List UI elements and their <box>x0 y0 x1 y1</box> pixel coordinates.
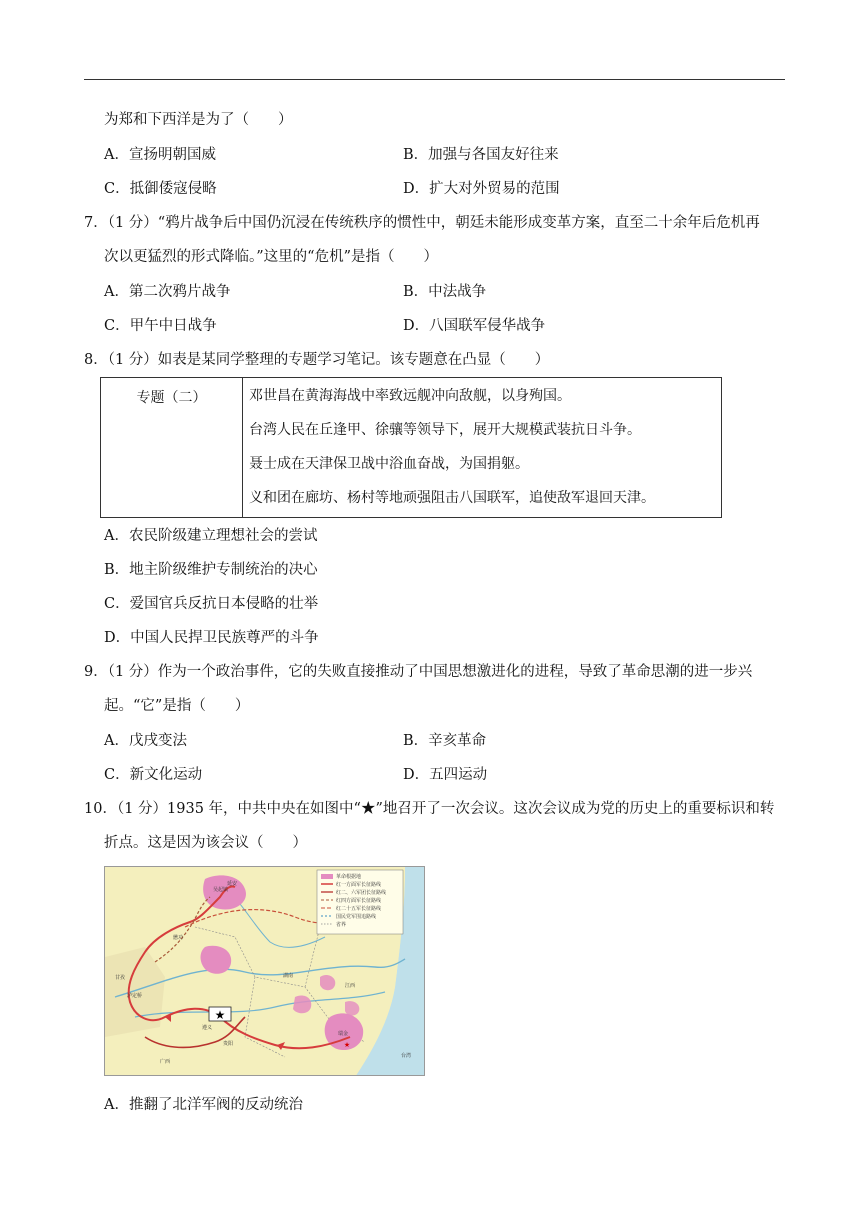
legend-label: 革命根据地 <box>336 874 362 880</box>
table-item: 邓世昌在黄海海战中率致远舰冲向敌舰，以身殉国。 <box>249 388 571 404</box>
q7-option-b[interactable]: B．中法战争 <box>403 284 487 300</box>
header-rule <box>84 79 785 80</box>
q6-option-c[interactable]: C．抵御倭寇侵略 <box>104 181 217 197</box>
map-graphic <box>105 867 425 1076</box>
q10-option-a[interactable]: A．推翻了北洋军阀的反动统治 <box>104 1097 303 1113</box>
place-label: 遵义 <box>202 1025 213 1031</box>
place-label: 延安 <box>227 881 238 887</box>
place-label: 泸定桥 <box>127 993 143 999</box>
q6-stem: 为郑和下西洋是为了（ ） <box>104 112 293 128</box>
legend-label: 红四方面军长征路线 <box>336 898 382 904</box>
legend-label: 红二十五军长征路线 <box>336 906 382 912</box>
table-topic-cell: 专题（二） <box>101 378 243 518</box>
star-icon: ★ <box>214 1008 226 1022</box>
q7-option-a[interactable]: A．第二次鸦片战争 <box>104 284 231 300</box>
q9-option-a[interactable]: A．戊戌变法 <box>104 733 187 749</box>
q6-option-b[interactable]: B．加强与各国友好往来 <box>403 147 559 163</box>
place-label: 吴起镇 <box>213 887 229 893</box>
legend-label: 省界 <box>336 922 347 928</box>
q8-option-a[interactable]: A．农民阶级建立理想社会的尝试 <box>104 528 318 544</box>
q10-stem-line1: 10．（1 分）1935 年，中共中央在如图中“★”地召开了一次会议。这次会议成为党的历史上的重要标识和转 <box>84 801 775 817</box>
place-label: 贵阳 <box>223 1041 234 1047</box>
place-label: 台湾 <box>401 1053 412 1059</box>
q6-option-d[interactable]: D．扩大对外贸易的范围 <box>403 181 560 197</box>
q7-option-d[interactable]: D．八国联军侵华战争 <box>403 318 546 334</box>
ruijin-star-icon: ★ <box>343 1041 351 1049</box>
legend-label: 国民党军围追路线 <box>336 914 377 920</box>
study-notes-table <box>100 377 722 518</box>
table-item: 聂士成在天津保卫战中浴血奋战，为国捐躯。 <box>249 456 529 472</box>
q7-stem-line1: 7．（1 分）“鸦片战争后中国仍沉浸在传统秩序的惯性中，朝廷未能形成变革方案，直至二十余年后危机再 <box>84 215 760 231</box>
q9-option-d[interactable]: D．五四运动 <box>403 767 488 783</box>
place-label: 湖南 <box>283 973 294 979</box>
q8-option-c[interactable]: C．爱国官兵反抗日本侵略的壮举 <box>104 596 319 612</box>
table-item: 台湾人民在丘逢甲、徐骧等领导下，展开大规模武装抗日斗争。 <box>249 422 641 438</box>
base-area <box>293 995 311 1013</box>
place-label: 懋功 <box>173 935 184 941</box>
legend-label: 红二、六军团长征路线 <box>336 890 387 896</box>
legend-label: 红一方面军长征路线 <box>336 882 382 888</box>
q9-option-b[interactable]: B．辛亥革命 <box>403 733 487 749</box>
place-label: 江西 <box>345 983 356 989</box>
q8-option-b[interactable]: B．地主阶级维护专制统治的决心 <box>104 562 318 578</box>
q8-option-d[interactable]: D．中国人民捍卫民族尊严的斗争 <box>104 630 319 646</box>
q8-stem: 8．（1 分）如表是某同学整理的专题学习笔记。该专题意在凸显（ ） <box>84 352 550 368</box>
place-label: 瑞金 <box>338 1031 349 1037</box>
place-label: 甘孜 <box>115 975 126 981</box>
q7-option-c[interactable]: C．甲午中日战争 <box>104 318 217 334</box>
q9-option-c[interactable]: C．新文化运动 <box>104 767 203 783</box>
q9-stem-line1: 9．（1 分）作为一个政治事件，它的失败直接推动了中国思想激进化的进程，导致了革命思潮的进一步兴 <box>84 664 753 680</box>
q10-stem-line2: 折点。这是因为该会议（ ） <box>104 835 307 851</box>
legend-swatch-base <box>321 874 333 879</box>
table-item: 义和团在廊坊、杨村等地顽强阻击八国联军，追使敌军退回天津。 <box>249 490 655 506</box>
q9-stem-line2: 起。“它”是指（ ） <box>104 698 250 714</box>
q7-stem-line2: 次以更猛烈的形式降临。”这里的“危机”是指（ ） <box>104 249 438 265</box>
q6-option-a[interactable]: A．宣扬明朝国威 <box>104 147 216 163</box>
place-label: 广西 <box>160 1059 171 1065</box>
long-march-map <box>104 866 425 1076</box>
table-items-cell <box>243 378 722 518</box>
